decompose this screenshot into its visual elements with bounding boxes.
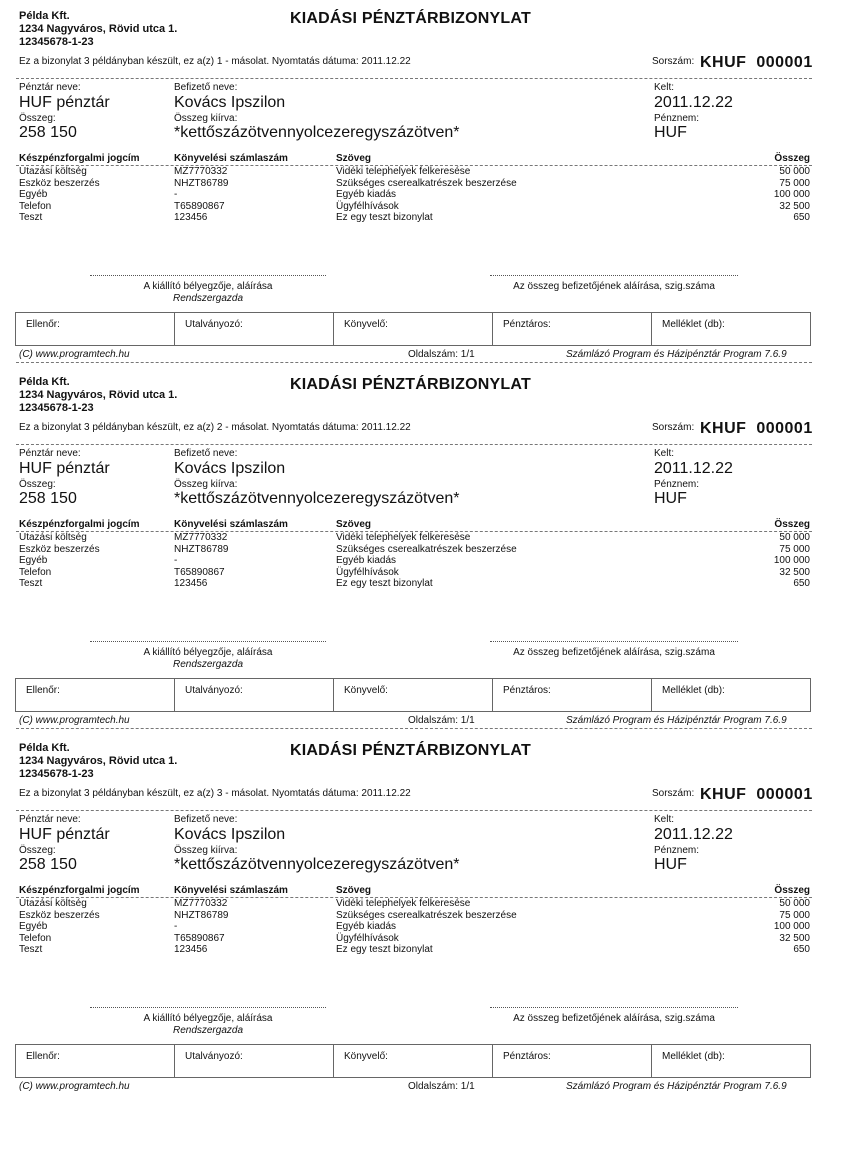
company-block <box>19 10 177 49</box>
approval-cell-checker: Ellenőr: <box>16 679 175 711</box>
table-cell: Ez egy teszt bizonylat <box>336 578 433 589</box>
table-cell: 75 000 <box>779 177 810 189</box>
table-cell: T65890867 <box>174 200 225 212</box>
issuer-signature-line <box>90 275 326 276</box>
table-cell: Utazási költség <box>19 532 87 543</box>
issuer-signature-line <box>90 1007 326 1008</box>
approval-box <box>15 312 811 346</box>
payer-signature-line <box>490 275 738 276</box>
divider <box>16 444 812 445</box>
currency-label: Pénznem: <box>654 845 700 856</box>
table-cell: Vidéki telephelyek felkeresése <box>336 532 471 543</box>
table-cell: - <box>174 555 178 566</box>
serial-label: Sorszám: <box>652 422 695 433</box>
currency-value: HUF <box>654 490 687 507</box>
table-cell: Szükséges cserealkatrészek beszerzése <box>336 177 517 189</box>
amount-words-label: Összeg kiírva: <box>174 113 238 124</box>
table-cell: Egyéb kiadás <box>336 921 397 932</box>
table-cell: Egyéb <box>19 189 48 200</box>
company-name: Példa Kft. <box>19 742 70 754</box>
approval-cell-checker: Ellenőr: <box>16 313 175 345</box>
date-value: 2011.12.22 <box>654 460 733 477</box>
table-cell: Egyéb <box>19 921 48 932</box>
approval-cell-authorizer: Utalványozó: <box>175 679 334 711</box>
footer-divider <box>16 728 812 729</box>
approval-cell-authorizer: Utalványozó: <box>175 1045 334 1077</box>
company-address: 1234 Nagyváros, Rövid utca 1. <box>19 23 178 35</box>
table-cell: Szükséges cserealkatrészek beszerzése <box>336 543 517 555</box>
col-header-account: Könyvelési számlaszám <box>174 519 288 530</box>
approval-cell-authorizer: Utalványozó: <box>175 313 334 345</box>
table-cell: Telefon <box>19 932 52 944</box>
column-texts <box>336 532 517 590</box>
document-title: KIADÁSI PÉNZTÁRBIZONYLAT <box>290 742 531 759</box>
cashbox-label: Pénztár neve: <box>19 82 81 93</box>
amount-words-label: Összeg kiírva: <box>174 845 238 856</box>
column-accounts <box>174 532 228 590</box>
table-cell: - <box>174 189 178 200</box>
approval-cell-cashier: Pénztáros: <box>493 313 652 345</box>
table-cell: Utazási költség <box>19 898 87 909</box>
amount-words-value: *kettőszázötvennyolcezeregyszázötven* <box>174 856 460 873</box>
payer-label: Befizető neve: <box>174 82 238 93</box>
footer-page: Oldalszám: 1/1 <box>408 715 475 726</box>
table-cell: NHZT86789 <box>174 909 229 921</box>
payer-label: Befizető neve: <box>174 448 238 459</box>
cashbox-value: HUF pénztár <box>19 460 110 477</box>
table-cell: 650 <box>793 944 810 955</box>
table-cell: 75 000 <box>779 543 810 555</box>
table-cell: Vidéki telephelyek felkeresése <box>336 898 471 909</box>
approval-box <box>15 678 811 712</box>
currency-value: HUF <box>654 124 687 141</box>
table-cell: Utazási költség <box>19 166 87 177</box>
approval-cell-checker: Ellenőr: <box>16 1045 175 1077</box>
table-cell: Ez egy teszt bizonylat <box>336 944 433 955</box>
table-cell: Egyéb kiadás <box>336 555 397 566</box>
table-cell: 75 000 <box>779 909 810 921</box>
copy-info-line: Ez a bizonylat 3 példányban készült, ez a(z) 2 - másolat. Nyomtatás dátuma: 2011.12.22 <box>19 422 411 433</box>
payer-signature-line <box>490 1007 738 1008</box>
serial-label: Sorszám: <box>652 788 695 799</box>
cashbox-value: HUF pénztár <box>19 826 110 843</box>
column-accounts <box>174 166 228 224</box>
footer-website: (C) www.programtech.hu <box>19 715 130 726</box>
col-header-account: Könyvelési számlaszám <box>174 153 288 164</box>
col-header-amount: Összeg <box>774 885 810 896</box>
issuer-name: Rendszergazda <box>172 1025 244 1036</box>
table-cell: Szükséges cserealkatrészek beszerzése <box>336 909 517 921</box>
document-title: KIADÁSI PÉNZTÁRBIZONYLAT <box>290 10 531 27</box>
issuer-signature-label: A kiállító bélyegzője, aláírása <box>143 647 273 658</box>
table-cell: Telefon <box>19 566 52 578</box>
table-cell: 50 000 <box>779 532 810 543</box>
payer-value: Kovács Ipszilon <box>174 94 286 111</box>
company-tax-id: 12345678-1-23 <box>19 402 94 414</box>
footer-page: Oldalszám: 1/1 <box>408 349 475 360</box>
footer-program: Számlázó Program és Házipénztár Program 7.6.9 <box>566 349 787 360</box>
voucher-copy-1 <box>0 0 848 366</box>
amount-value: 258 150 <box>19 490 77 507</box>
footer-program: Számlázó Program és Házipénztár Program 7.6.9 <box>566 715 787 726</box>
table-cell: 123456 <box>174 578 208 589</box>
amount-words-value: *kettőszázötvennyolcezeregyszázötven* <box>174 124 460 141</box>
serial-number: KHUF 000001 <box>700 420 813 437</box>
serial-number: KHUF 000001 <box>700 786 813 803</box>
column-categories <box>19 898 100 956</box>
column-amounts <box>712 532 810 590</box>
table-cell: - <box>174 921 178 932</box>
table-cell: 123456 <box>174 212 208 223</box>
table-cell: 32 500 <box>779 200 810 212</box>
footer-page: Oldalszám: 1/1 <box>408 1081 475 1092</box>
column-amounts <box>712 898 810 956</box>
table-cell: NHZT86789 <box>174 177 229 189</box>
amount-value: 258 150 <box>19 856 77 873</box>
table-cell: T65890867 <box>174 932 225 944</box>
table-cell: MZ7770332 <box>174 898 228 909</box>
table-cell: 32 500 <box>779 566 810 578</box>
column-categories <box>19 166 100 224</box>
footer-website: (C) www.programtech.hu <box>19 349 130 360</box>
table-cell: Ügyfélhívások <box>336 200 399 212</box>
cashbox-label: Pénztár neve: <box>19 814 81 825</box>
approval-cell-cashier: Pénztáros: <box>493 1045 652 1077</box>
payer-signature-line <box>490 641 738 642</box>
cashbox-label: Pénztár neve: <box>19 448 81 459</box>
col-header-account: Könyvelési számlaszám <box>174 885 288 896</box>
voucher-copy-3 <box>0 732 848 1098</box>
column-amounts <box>712 166 810 224</box>
table-cell: 100 000 <box>773 921 810 932</box>
table-cell: Eszköz beszerzés <box>19 177 100 189</box>
amount-words-label: Összeg kiírva: <box>174 479 238 490</box>
document-title: KIADÁSI PÉNZTÁRBIZONYLAT <box>290 376 531 393</box>
column-accounts <box>174 898 228 956</box>
payer-value: Kovács Ipszilon <box>174 826 286 843</box>
col-header-category: Készpénzforgalmi jogcím <box>19 153 140 164</box>
table-cell: Ez egy teszt bizonylat <box>336 212 433 223</box>
date-value: 2011.12.22 <box>654 826 733 843</box>
payer-value: Kovács Ipszilon <box>174 460 286 477</box>
table-cell: Egyéb kiadás <box>336 189 397 200</box>
payer-signature-label: Az összeg befizetőjének aláírása, szig.száma <box>513 647 715 658</box>
table-cell: MZ7770332 <box>174 166 228 177</box>
currency-label: Pénznem: <box>654 113 700 124</box>
copy-info-line: Ez a bizonylat 3 példányban készült, ez a(z) 3 - másolat. Nyomtatás dátuma: 2011.12.22 <box>19 788 411 799</box>
table-cell: Teszt <box>19 578 43 589</box>
payer-signature-label: Az összeg befizetőjének aláírása, szig.száma <box>513 1013 715 1024</box>
company-name: Példa Kft. <box>19 376 70 388</box>
table-cell: 100 000 <box>773 555 810 566</box>
column-texts <box>336 898 517 956</box>
column-categories <box>19 532 100 590</box>
table-cell: NHZT86789 <box>174 543 229 555</box>
table-cell: 650 <box>793 212 810 223</box>
issuer-signature-label: A kiállító bélyegzője, aláírása <box>143 281 273 292</box>
payer-signature-label: Az összeg befizetőjének aláírása, szig.száma <box>513 281 715 292</box>
approval-cell-accountant: Könyvelő: <box>334 679 493 711</box>
amount-words-value: *kettőszázötvennyolcezeregyszázötven* <box>174 490 460 507</box>
date-label: Kelt: <box>654 82 675 93</box>
approval-cell-cashier: Pénztáros: <box>493 679 652 711</box>
company-name: Példa Kft. <box>19 10 70 22</box>
issuer-name: Rendszergazda <box>172 293 244 304</box>
company-block <box>19 376 177 415</box>
amount-value: 258 150 <box>19 124 77 141</box>
footer-divider <box>16 362 812 363</box>
col-header-amount: Összeg <box>774 519 810 530</box>
col-header-text: Szöveg <box>336 153 372 164</box>
serial-number: KHUF 000001 <box>700 54 813 71</box>
col-header-amount: Összeg <box>774 153 810 164</box>
table-cell: 100 000 <box>773 189 810 200</box>
approval-cell-attachments: Melléklet (db): <box>662 685 725 696</box>
table-cell: Eszköz beszerzés <box>19 909 100 921</box>
divider <box>16 78 812 79</box>
issuer-signature-label: A kiállító bélyegzője, aláírása <box>143 1013 273 1024</box>
approval-cell-attachments: Melléklet (db): <box>662 319 725 330</box>
divider <box>16 810 812 811</box>
col-header-text: Szöveg <box>336 885 372 896</box>
col-header-text: Szöveg <box>336 519 372 530</box>
copy-info-line: Ez a bizonylat 3 példányban készült, ez a(z) 1 - másolat. Nyomtatás dátuma: 2011.12.22 <box>19 56 411 67</box>
date-label: Kelt: <box>654 814 675 825</box>
table-cell: T65890867 <box>174 566 225 578</box>
cashbox-value: HUF pénztár <box>19 94 110 111</box>
date-label: Kelt: <box>654 448 675 459</box>
table-cell: Ügyfélhívások <box>336 932 399 944</box>
table-cell: 32 500 <box>779 932 810 944</box>
voucher-copy-2 <box>0 366 848 732</box>
table-cell: 123456 <box>174 944 208 955</box>
table-cell: Ügyfélhívások <box>336 566 399 578</box>
approval-cell-attachments: Melléklet (db): <box>662 1051 725 1062</box>
table-cell: Teszt <box>19 212 43 223</box>
currency-value: HUF <box>654 856 687 873</box>
amount-label: Összeg: <box>19 845 56 856</box>
date-value: 2011.12.22 <box>654 94 733 111</box>
col-header-category: Készpénzforgalmi jogcím <box>19 885 140 896</box>
table-cell: Vidéki telephelyek felkeresése <box>336 166 471 177</box>
issuer-name: Rendszergazda <box>172 659 244 670</box>
col-header-category: Készpénzforgalmi jogcím <box>19 519 140 530</box>
table-cell: Eszköz beszerzés <box>19 543 100 555</box>
table-cell: MZ7770332 <box>174 532 228 543</box>
serial-label: Sorszám: <box>652 56 695 67</box>
company-tax-id: 12345678-1-23 <box>19 36 94 48</box>
company-block <box>19 742 177 781</box>
company-address: 1234 Nagyváros, Rövid utca 1. <box>19 389 178 401</box>
issuer-signature-line <box>90 641 326 642</box>
company-tax-id: 12345678-1-23 <box>19 768 94 780</box>
table-cell: Egyéb <box>19 555 48 566</box>
table-cell: 650 <box>793 578 810 589</box>
table-cell: 50 000 <box>779 898 810 909</box>
footer-program: Számlázó Program és Házipénztár Program 7.6.9 <box>566 1081 787 1092</box>
footer-website: (C) www.programtech.hu <box>19 1081 130 1092</box>
approval-cell-accountant: Könyvelő: <box>334 313 493 345</box>
payer-label: Befizető neve: <box>174 814 238 825</box>
column-texts <box>336 166 517 224</box>
amount-label: Összeg: <box>19 113 56 124</box>
currency-label: Pénznem: <box>654 479 700 490</box>
company-address: 1234 Nagyváros, Rövid utca 1. <box>19 755 178 767</box>
approval-cell-accountant: Könyvelő: <box>334 1045 493 1077</box>
table-cell: Telefon <box>19 200 52 212</box>
table-cell: Teszt <box>19 944 43 955</box>
table-cell: 50 000 <box>779 166 810 177</box>
approval-box <box>15 1044 811 1078</box>
amount-label: Összeg: <box>19 479 56 490</box>
